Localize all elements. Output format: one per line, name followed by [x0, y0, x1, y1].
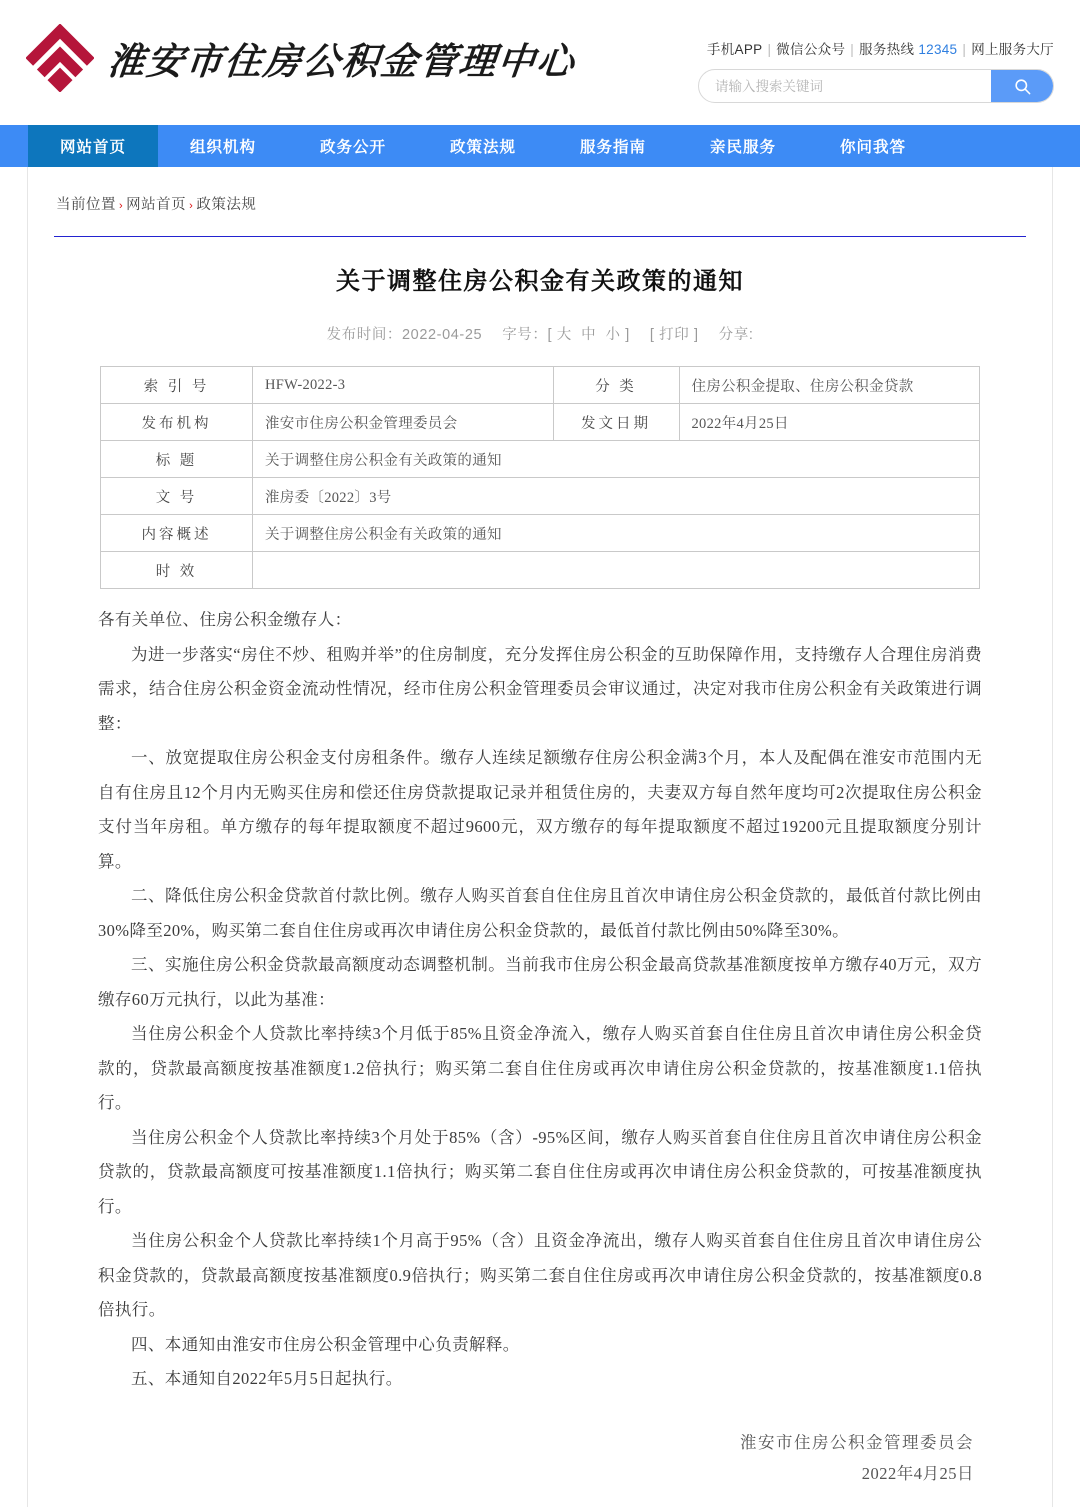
info-value-index: HFW-2022-3	[253, 367, 554, 404]
print-button[interactable]: [ 打印 ]	[649, 327, 699, 343]
table-row	[101, 404, 980, 441]
header-utility-area	[698, 40, 1054, 103]
nav-item-organization[interactable]: 组织机构	[189, 139, 256, 156]
info-value-doc-number: 淮房委〔2022〕3号	[253, 478, 980, 515]
breadcrumb-item-home[interactable]: 网站首页	[126, 197, 187, 213]
paragraph-tier-85-95: 当住房公积金个人贷款比率持续3个月处于85%（含）-95%区间，缴存人购买首套自住住房且首次申请住房公积金贷款的，贷款最高额度可按基准额度1.1倍执行；购买第二套自住住房或再次申请住房公积金贷款的，可按基准额度执行。	[98, 1127, 982, 1216]
publish-time	[327, 327, 483, 343]
article-meta	[28, 299, 1052, 344]
info-value-title: 关于调整住房公积金有关政策的通知	[253, 441, 980, 478]
document-info-table	[100, 366, 980, 589]
bracket-open: [	[547, 327, 553, 343]
nav-item-affairs-disclosure[interactable]: 政务公开	[319, 139, 386, 156]
paragraph-tier-above-95: 当住房公积金个人贷款比率持续1个月高于95%（含）且资金净流出，缴存人购买首套自住住房且首次申请住房公积金贷款的，贷款最高额度按基准额度0.9倍执行；购买第二套自住住房或再次申请住房公积金贷款的，按基准额度0.8倍执行。	[98, 1231, 982, 1319]
housing-fund-diamond-logo-icon	[26, 24, 94, 92]
article-body	[98, 603, 982, 1397]
nav-item-qa[interactable]: 你问我答	[839, 139, 906, 156]
site-header	[0, 0, 1080, 125]
font-size-label: 字号：	[502, 327, 548, 343]
info-label-issue-date: 发文日期	[553, 404, 679, 441]
breadcrumb	[28, 167, 1052, 214]
table-row	[101, 552, 980, 589]
main-navigation	[0, 125, 1080, 167]
brand-block[interactable]	[26, 24, 576, 92]
top-link-app[interactable]: 手机APP	[706, 42, 763, 57]
chevron-right-icon: ›	[119, 200, 124, 212]
site-name: 淮安市住房公积金管理中心	[105, 42, 578, 83]
info-label-category: 分 类	[553, 367, 679, 404]
info-value-category: 住房公积金提取、住房公积金贷款	[679, 367, 980, 404]
link-separator: |	[962, 42, 967, 57]
link-separator: |	[850, 42, 855, 57]
paragraph-section-2: 二、降低住房公积金贷款首付款比例。缴存人购买首套自住住房且首次申请住房公积金贷款的，最低首付款比例由30%降至20%，购买第二套自住住房或再次申请住房公积金贷款的，最低首付款比例由50%降至30%。	[98, 886, 982, 940]
table-row	[101, 441, 980, 478]
hotline-number: 12345	[918, 42, 958, 57]
search-icon	[1013, 77, 1032, 96]
font-size-medium-button[interactable]: 中	[581, 327, 597, 343]
paragraph-section-4: 四、本通知由淮安市住房公积金管理中心负责解释。	[131, 1334, 520, 1354]
info-label-validity: 时 效	[101, 552, 253, 589]
paragraph-section-5: 五、本通知自2022年5月5日起执行。	[131, 1369, 403, 1388]
bracket-close: ]	[625, 327, 630, 343]
search-input[interactable]	[699, 70, 991, 102]
table-row	[101, 478, 980, 515]
paragraph-section-1: 一、放宽提取住房公积金支付房租条件。缴存人连续足额缴存住房公积金满3个月，本人及配偶在淮安市范围内无自有住房且12个月内无购买住房和偿还住房贷款提取记录并租赁住房的，夫妻双方每自然年度均可2次提取住房公积金支付当年房租。单方缴存的每年提取额度不超过9600元，双方缴存的每年提取额度不超过19200元且提取额度分别计算。	[98, 748, 982, 871]
publish-time-label: 发布时间：	[326, 327, 403, 343]
font-size-small-button[interactable]: 小	[605, 327, 621, 343]
signature-organization: 淮安市住房公积金管理委员会	[740, 1432, 974, 1452]
paragraph-section-3: 三、实施住房公积金贷款最高额度动态调整机制。当前我市住房公积金最高贷款基准额度按单方缴存40万元，双方缴存60万元执行，以此为基准：	[98, 955, 982, 1009]
page-title: 关于调整住房公积金有关政策的通知	[336, 268, 744, 295]
nav-item-public-service[interactable]: 亲民服务	[709, 139, 776, 156]
paragraph-salutation: 各有关单位、住房公积金缴存人：	[98, 610, 352, 629]
signature-date: 2022年4月25日	[861, 1463, 974, 1483]
chevron-right-icon: ›	[189, 200, 194, 212]
nav-item-policy-regulations[interactable]: 政策法规	[449, 139, 516, 156]
font-size-large-button[interactable]: 大	[556, 327, 572, 343]
top-links	[698, 40, 1054, 60]
paragraph-tier-below-85: 当住房公积金个人贷款比率持续3个月低于85%且资金净流入，缴存人购买首套自住住房且首次申请住房公积金贷款的，贷款最高额度按基准额度1.2倍执行；购买第二套自住住房或再次申请住房公积金贷款的，按基准额度1.1倍执行。	[98, 1024, 982, 1112]
table-row	[101, 515, 980, 552]
info-value-validity	[253, 552, 980, 589]
info-label-publisher: 发布机构	[101, 404, 253, 441]
share-label: 分享:	[718, 327, 754, 343]
breadcrumb-prefix: 当前位置	[56, 197, 116, 213]
search-button[interactable]	[991, 70, 1053, 102]
content-shell	[27, 167, 1053, 1507]
font-size-control	[502, 327, 630, 343]
publish-time-value: 2022-04-25	[402, 327, 483, 343]
top-link-online-hall[interactable]: 网上服务大厅	[971, 42, 1054, 57]
info-label-index: 索 引 号	[101, 367, 253, 404]
info-label-title: 标 题	[101, 441, 253, 478]
info-value-publisher: 淮安市住房公积金管理委员会	[253, 404, 554, 441]
nav-item-service-guide[interactable]: 服务指南	[579, 139, 646, 156]
info-value-summary: 关于调整住房公积金有关政策的通知	[253, 515, 980, 552]
nav-item-home[interactable]: 网站首页	[28, 125, 158, 167]
breadcrumb-item-policy[interactable]: 政策法规	[196, 197, 257, 213]
top-link-hotline-label[interactable]: 服务热线	[859, 42, 915, 57]
paragraph-preamble: 为进一步落实“房住不炒、租购并举”的住房制度，充分发挥住房公积金的互助保障作用，支持缴存人合理住房消费需求，结合住房公积金资金流动性情况，经市住房公积金管理委员会审议通过，决定对我市住房公积金有关政策进行调整：	[98, 644, 982, 733]
info-label-doc-number: 文 号	[101, 478, 253, 515]
top-link-wechat[interactable]: 微信公众号	[776, 42, 846, 57]
search-bar[interactable]	[698, 69, 1054, 103]
signature-block	[98, 1427, 982, 1489]
info-value-issue-date: 2022年4月25日	[679, 404, 980, 441]
info-label-summary: 内容概述	[101, 515, 253, 552]
table-row	[101, 367, 980, 404]
link-separator: |	[767, 42, 772, 57]
